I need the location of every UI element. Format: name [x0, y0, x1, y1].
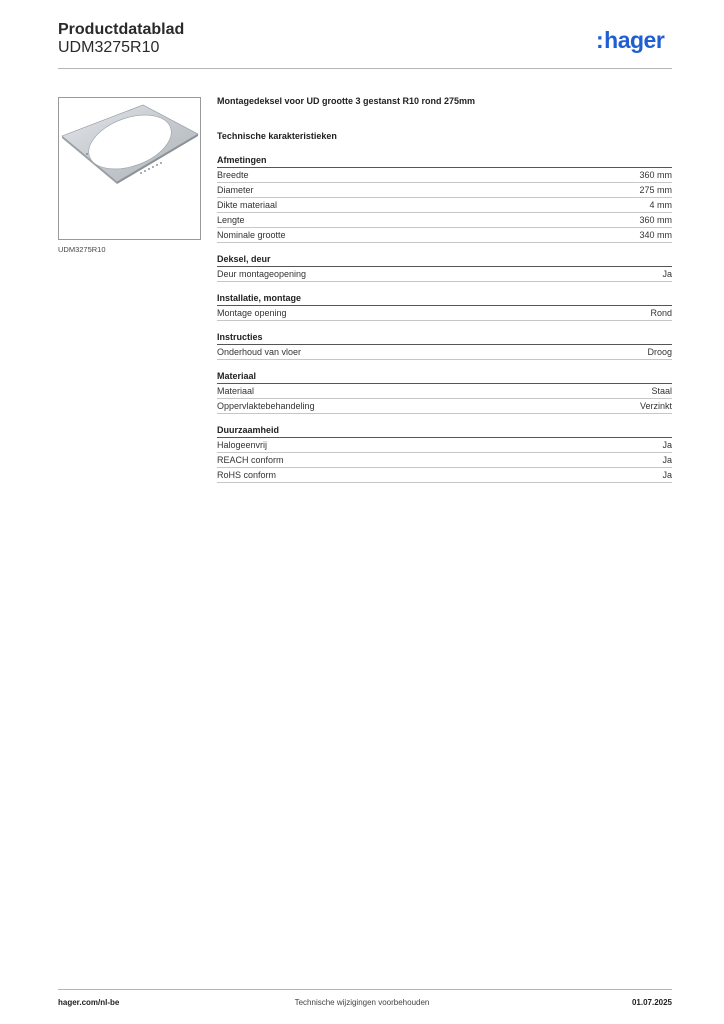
header-divider: [58, 68, 672, 69]
spec-label: Oppervlaktebehandeling: [217, 401, 315, 411]
spec-row: [217, 438, 672, 453]
spec-row: [217, 228, 672, 243]
spec-row: [217, 198, 672, 213]
logo-dots-icon: :: [596, 27, 604, 53]
spec-label: Breedte: [217, 170, 249, 180]
spec-row: [217, 168, 672, 183]
spec-value: Ja: [662, 269, 672, 279]
spec-row: [217, 399, 672, 414]
spec-row: [217, 213, 672, 228]
logo-text: hager: [604, 27, 665, 53]
product-description: Montagedeksel voor UD grootte 3 gestanst R10 rond 275mm: [217, 96, 476, 106]
main-content: [217, 96, 672, 493]
spec-label: Onderhoud van vloer: [217, 347, 302, 357]
spec-value: Staal: [651, 386, 672, 396]
spec-label: Montage opening: [217, 308, 287, 318]
spec-label: Deur montageopening: [217, 269, 307, 279]
spec-value: 340 mm: [639, 230, 672, 240]
spec-value: Ja: [662, 440, 672, 450]
spec-label: REACH conform: [217, 455, 284, 465]
spec-section: [217, 331, 672, 360]
spec-label: Diameter: [217, 185, 254, 195]
footer-notice: Technische wijzigingen voorbehouden: [294, 998, 430, 1007]
spec-section: [217, 253, 672, 282]
spec-value: Verzinkt: [639, 401, 672, 411]
spec-value: 360 mm: [639, 170, 672, 180]
spec-label: Dikte materiaal: [217, 200, 278, 210]
spec-section: [217, 154, 672, 243]
spec-label: Lengte: [217, 215, 245, 225]
footer-website-link[interactable]: hager.com/nl-be: [58, 998, 120, 1007]
spec-row: [217, 306, 672, 321]
image-caption: UDM3275R10: [58, 245, 106, 254]
spec-value: 360 mm: [639, 215, 672, 225]
product-image: [58, 97, 201, 240]
spec-row: [217, 468, 672, 483]
spec-label: Nominale grootte: [217, 230, 286, 240]
spec-row: [217, 345, 672, 360]
tech-characteristics-title: Technische karakteristieken: [217, 131, 337, 141]
spec-row: [217, 384, 672, 399]
spec-value: Rond: [650, 308, 672, 318]
spec-label: RoHS conform: [217, 470, 277, 480]
spec-row: [217, 183, 672, 198]
page-title: Productdatablad: [58, 21, 185, 38]
product-code: UDM3275R10: [58, 39, 160, 56]
spec-value: Ja: [662, 455, 672, 465]
footer-date: 01.07.2025: [631, 998, 672, 1007]
mounting-plate-illustration-icon: [59, 98, 200, 239]
spec-value: Ja: [662, 470, 672, 480]
section-title: Installatie, montage: [217, 292, 672, 306]
spec-value: 4 mm: [649, 200, 672, 210]
section-title: Deksel, deur: [217, 253, 672, 267]
section-title: Instructies: [217, 331, 672, 345]
spec-row: [217, 453, 672, 468]
footer-divider: [58, 989, 672, 990]
spec-row: [217, 267, 672, 282]
spec-label: Materiaal: [217, 386, 255, 396]
section-title: Afmetingen: [217, 154, 672, 168]
spec-value: Droog: [647, 347, 672, 357]
spec-section: [217, 370, 672, 414]
brand-logo: [596, 27, 664, 54]
spec-section: [217, 424, 672, 483]
spec-value: 275 mm: [639, 185, 672, 195]
section-title: Materiaal: [217, 370, 672, 384]
section-title: Duurzaamheid: [217, 424, 672, 438]
spec-label: Halogeenvrij: [217, 440, 268, 450]
spec-section: [217, 292, 672, 321]
